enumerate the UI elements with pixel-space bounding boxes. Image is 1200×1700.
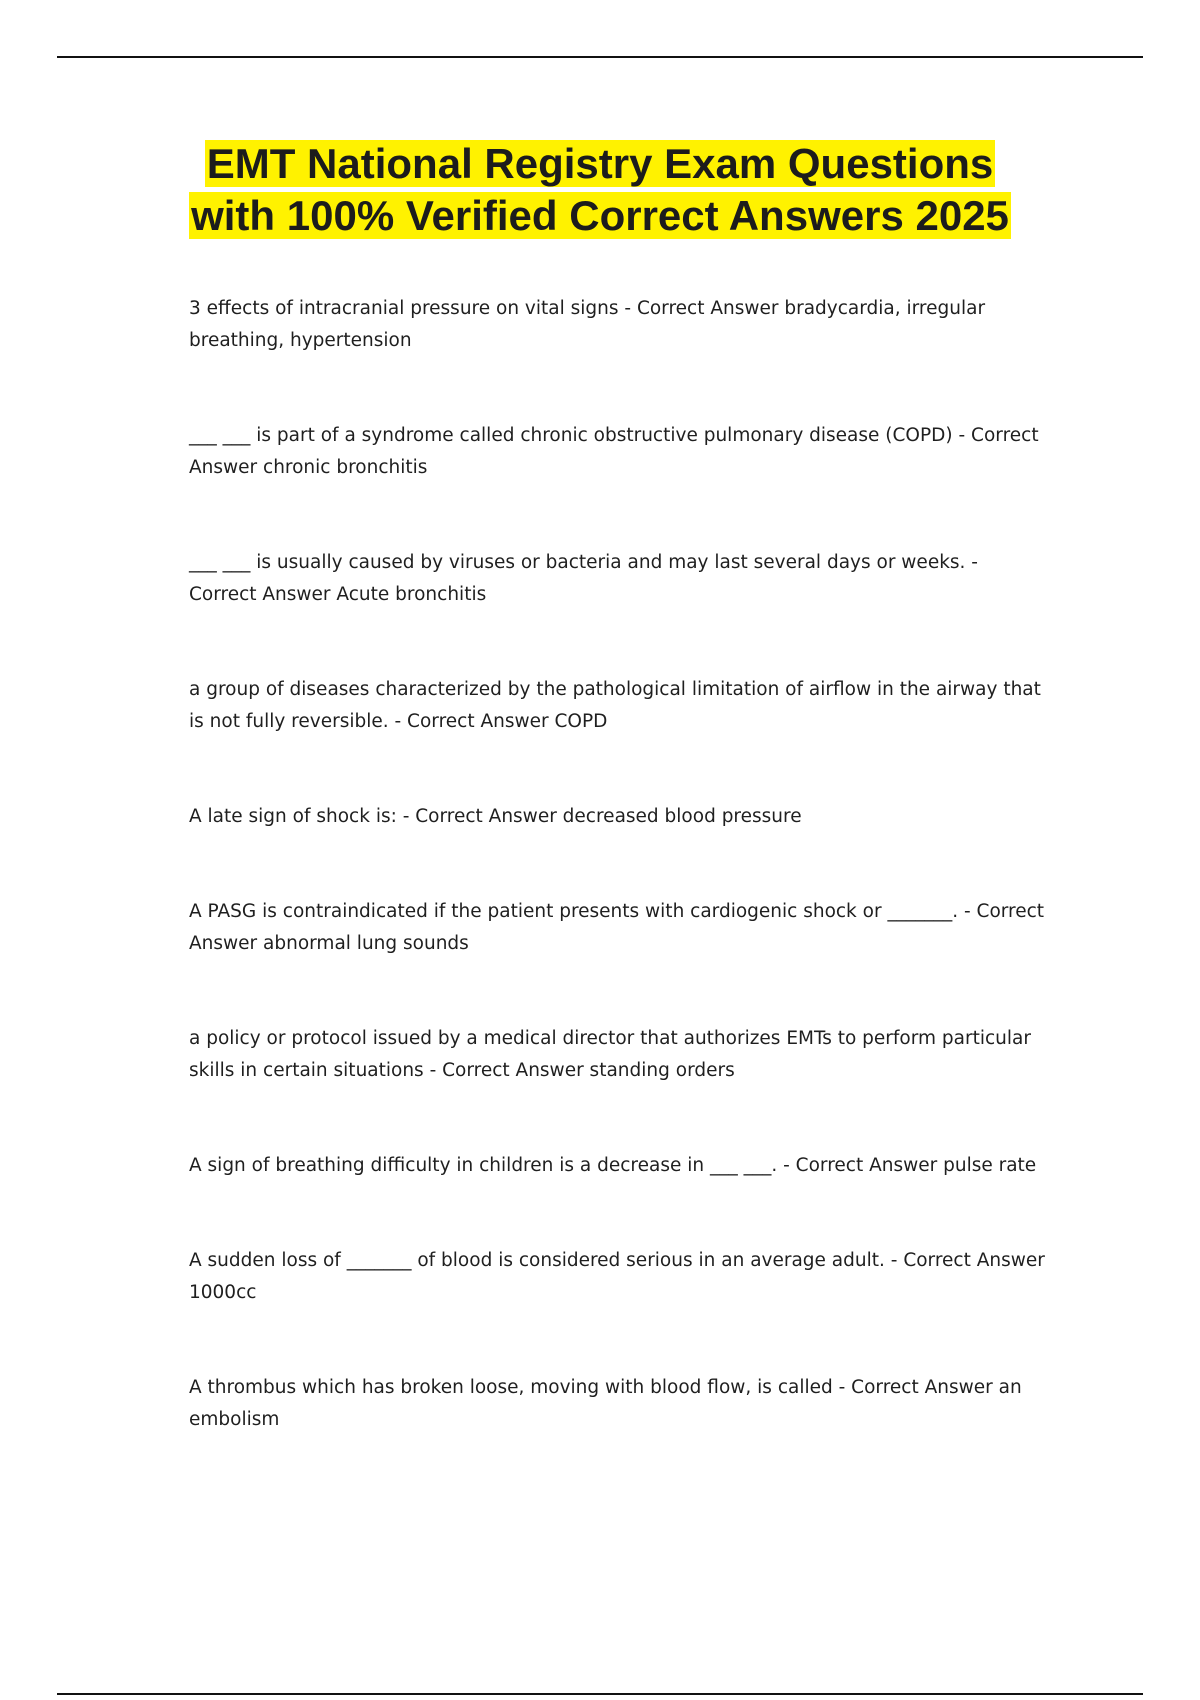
top-rule	[57, 56, 1143, 58]
bottom-rule	[57, 1693, 1143, 1695]
qa-item: ___ ___ is usually caused by viruses or bacteria and may last several days or weeks. - Correct Answer Acute bronchitis	[189, 552, 978, 605]
title-highlight: EMT National Registry Exam Questions with 100% Verified Correct Answers 2025	[191, 140, 1009, 239]
qa-item: A late sign of shock is: - Correct Answer decreased blood pressure	[189, 806, 802, 827]
qa-item: a group of diseases characterized by the pathological limitation of airflow in the airway that is not fully reversible. - Correct Answer COPD	[189, 679, 1041, 732]
qa-item: A sudden loss of _______ of blood is considered serious in an average adult. - Correct Answer 1000cc	[189, 1250, 1045, 1303]
qa-item: ___ ___ is part of a syndrome called chronic obstructive pulmonary disease (COPD) - Correct Answer chronic bronchitis	[189, 425, 1039, 478]
qa-list	[189, 293, 1049, 1499]
qa-item: 3 effects of intracranial pressure on vital signs - Correct Answer bradycardia, irregular breathing, hypertension	[189, 298, 986, 351]
document-title	[180, 138, 1020, 242]
qa-item: A thrombus which has broken loose, moving with blood flow, is called - Correct Answer an embolism	[189, 1377, 1022, 1430]
qa-item: A sign of breathing difficulty in children is a decrease in ___ ___. - Correct Answer pulse rate	[189, 1155, 1037, 1176]
qa-item: a policy or protocol issued by a medical director that authorizes EMTs to perform particular skills in certain situations - Correct Answer standing orders	[189, 1028, 1031, 1081]
qa-item: A PASG is contraindicated if the patient presents with cardiogenic shock or _______. - Correct Answer abnormal lung sounds	[189, 901, 1045, 954]
